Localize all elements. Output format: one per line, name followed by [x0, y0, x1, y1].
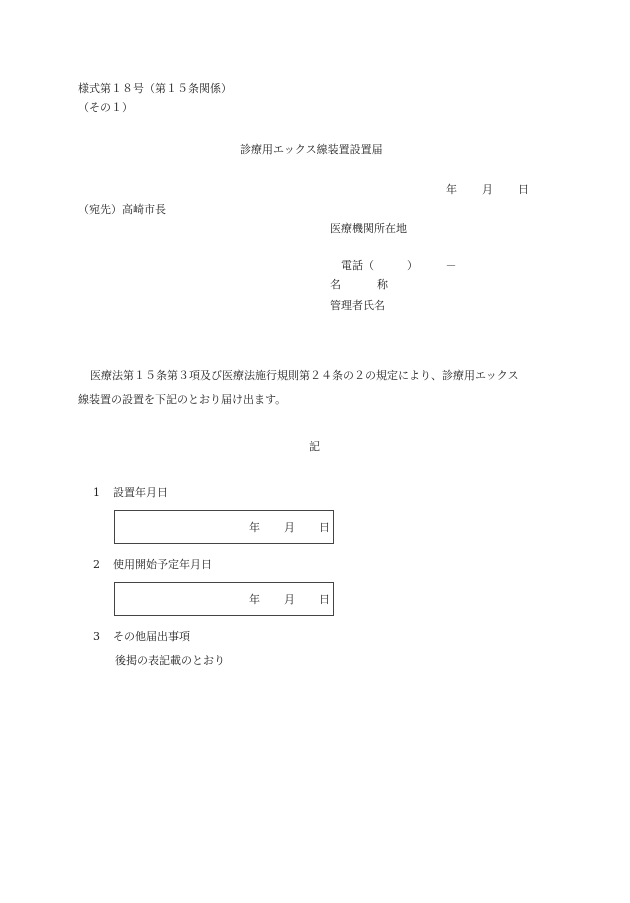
- install-date-day: 日: [319, 521, 330, 534]
- item-1-number: 1: [93, 486, 100, 499]
- install-date-field[interactable]: [114, 510, 334, 544]
- item-1-label: 設置年月日: [113, 486, 168, 499]
- submit-date-day: 日: [518, 183, 529, 196]
- addressee: （宛先）高崎市長: [78, 203, 166, 216]
- name-label-1: 名: [330, 278, 341, 291]
- manager-label: 管理者氏名: [330, 299, 385, 312]
- item-2-label: 使用開始予定年月日: [113, 558, 212, 571]
- install-date-month: 月: [284, 521, 295, 534]
- ki-heading: 記: [309, 440, 320, 453]
- name-label-2: 称: [377, 278, 388, 291]
- start-date-field[interactable]: [114, 582, 334, 616]
- body-text-line-1: 医療法第１５条第３項及び医療法施行規則第２４条の２の規定により、診療用エックス: [90, 369, 519, 382]
- form-subnumber: （その１）: [78, 101, 133, 114]
- page-title: 診療用エックス線装置設置届: [240, 143, 383, 156]
- install-date-year: 年: [249, 521, 260, 534]
- item-3-label: その他届出事項: [113, 630, 190, 643]
- item-3-detail: 後掲の表記載のとおり: [115, 654, 225, 667]
- item-3-number: 3: [93, 630, 100, 643]
- submit-date-year: 年: [446, 183, 457, 196]
- phone-label: 電話（ ） －: [341, 259, 457, 272]
- start-date-day: 日: [319, 593, 330, 606]
- form-number: 様式第１８号（第１５条関係）: [78, 82, 232, 95]
- location-label: 医療機関所在地: [330, 222, 407, 235]
- start-date-month: 月: [284, 593, 295, 606]
- body-text-line-2: 線装置の設置を下記のとおり届け出ます。: [78, 393, 287, 406]
- item-2-number: 2: [93, 558, 100, 571]
- start-date-year: 年: [249, 593, 260, 606]
- submit-date-month: 月: [482, 183, 493, 196]
